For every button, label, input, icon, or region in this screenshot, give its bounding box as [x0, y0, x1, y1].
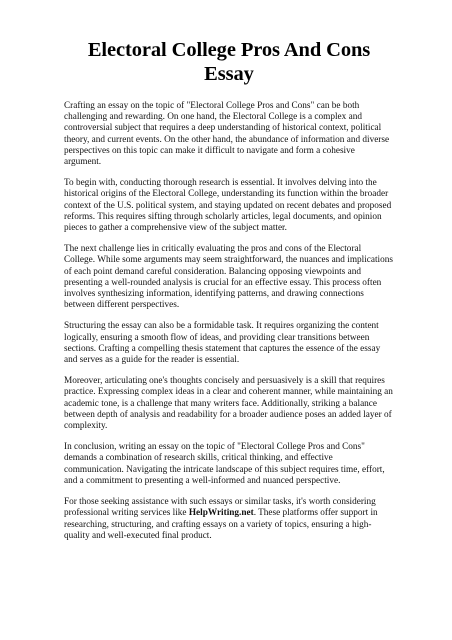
closing-text-after: . These platforms offer support in researching, structuring, and crafting essays on a variety of topics, ensuring a high-quality and well-executed final product.	[64, 508, 378, 541]
paragraph-structure: Structuring the essay can also be a formidable task. It requires organizing the content logically, ensuring a smooth flow of ideas, and providing clear transitions between sections. Crafting a compelling thesis statement that captures the essence of the essay and serves as a guide for the reader is essential.	[64, 321, 381, 366]
closing-text-before: For those seeking assistance with such essays or similar tasks, it's worth considering professional writing services like	[64, 497, 376, 519]
paragraph-articulation: Moreover, articulating one's thoughts concisely and persuasively is a skill that requires practice. Expressing complex ideas in a clear and coherent manner, while maintaining an academic tone, is a challenge that many writers face. Additionally, striking a balance between depth of analysis and readability for a broader audience poses an added layer of complexity.	[64, 376, 393, 432]
paragraph-conclusion: In conclusion, writing an essay on the topic of "Electoral College Pros and Cons" demands a combination of research skills, critical thinking, and effective communication. Navigating the intricate landscape of this subject requires time, effort, and a commitment to presenting a well-informed and nuanced perspective.	[64, 442, 385, 486]
paragraph-closing	[64, 497, 394, 542]
document-title: Electoral College Pros And Cons Essay	[87, 39, 371, 85]
paragraph-intro: Crafting an essay on the topic of "Electoral College Pros and Cons" can be both challenging and rewarding. On one hand, the Electoral College is a complex and controversial subject that requires a deep understanding of historical context, political theory, and current events. On the other hand, the abundance of information and diverse perspectives on this topic can make it difficult to navigate and form a cohesive argument.	[64, 101, 390, 168]
helpwriting-link[interactable]: HelpWriting.net	[188, 508, 254, 519]
paragraph-evaluation: The next challenge lies in critically evaluating the pros and cons of the Electoral College. While some arguments may seem straightforward, the nuances and implications of each point demand careful consideration. Balancing opposing viewpoints and presenting a well-rounded analysis is crucial for an effective essay. This process often involves synthesizing information, identifying patterns, and drawing connections between different perspectives.	[64, 244, 393, 311]
paragraph-research: To begin with, conducting thorough research is essential. It involves delving into the historical origins of the Electoral College, understanding its function within the broader context of the U.S. political system, and staying updated on recent debates and proposed reforms. This requires sifting through scholarly articles, legal documents, and opinion pieces to gather a comprehensive view of the subject matter.	[64, 178, 392, 234]
